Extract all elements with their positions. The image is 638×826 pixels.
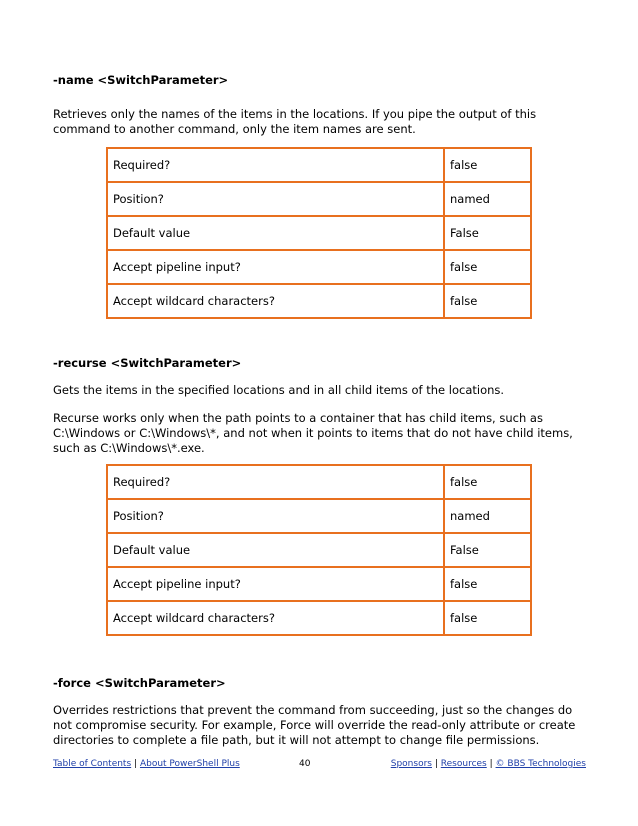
param-description-name: Retrieves only the names of the items in the locations. If you pipe the output of this command to another command, only the item names are sent. [53, 107, 537, 136]
footer-separator: | [434, 759, 438, 769]
footer-separator: | [489, 759, 493, 769]
row-value: false [444, 465, 531, 499]
row-value: false [444, 148, 531, 182]
resources-link[interactable]: Resources [440, 759, 487, 769]
row-value: false [444, 601, 531, 635]
row-value: false [444, 567, 531, 601]
table-row [107, 601, 531, 635]
row-value: False [444, 533, 531, 567]
row-value: false [444, 284, 531, 318]
param-table-name [106, 147, 532, 319]
row-value: False [444, 216, 531, 250]
row-label: Position? [107, 182, 444, 216]
footer-separator: | [134, 759, 138, 769]
table-row [107, 284, 531, 318]
row-label: Accept wildcard characters? [107, 284, 444, 318]
param-heading-recurse: -recurse <SwitchParameter> [53, 356, 242, 370]
about-powershell-plus-link[interactable]: About PowerShell Plus [139, 759, 240, 769]
table-row [107, 250, 531, 284]
param-description-recurse: Gets the items in the specified locations and in all child items of the locations. [53, 383, 505, 397]
row-label: Default value [107, 216, 444, 250]
footer-right-links [391, 759, 586, 769]
param-heading-force: -force <SwitchParameter> [53, 676, 226, 690]
page-footer [53, 759, 586, 773]
bbs-technologies-link[interactable]: © BBS Technologies [495, 759, 586, 769]
table-row [107, 499, 531, 533]
sponsors-link[interactable]: Sponsors [390, 759, 432, 769]
row-label: Accept wildcard characters? [107, 601, 444, 635]
table-row [107, 148, 531, 182]
param-note-recurse: Recurse works only when the path points to a container that has child items, such as C:\Windows or C:\Windows\*, and not when it points to items that do not have child items, such as C:\Windows\*.exe. [53, 411, 573, 455]
row-label: Accept pipeline input? [107, 567, 444, 601]
row-label: Required? [107, 465, 444, 499]
row-label: Position? [107, 499, 444, 533]
footer-left-links [53, 759, 240, 769]
table-row [107, 533, 531, 567]
param-heading-name: -name <SwitchParameter> [53, 73, 229, 87]
table-row [107, 567, 531, 601]
table-row [107, 182, 531, 216]
table-of-contents-link[interactable]: Table of Contents [53, 759, 132, 769]
param-description-force: Overrides restrictions that prevent the command from succeeding, just so the changes do not compromise security. For example, Force will override the read-only attribute or create directories to complete a file path, but it will not attempt to change file permissions. [53, 703, 576, 747]
row-value: named [444, 499, 531, 533]
row-value: false [444, 250, 531, 284]
table-row [107, 465, 531, 499]
param-table-recurse [106, 464, 532, 636]
row-label: Accept pipeline input? [107, 250, 444, 284]
page-number: 40 [299, 759, 311, 769]
row-value: named [444, 182, 531, 216]
row-label: Required? [107, 148, 444, 182]
row-label: Default value [107, 533, 444, 567]
table-row [107, 216, 531, 250]
